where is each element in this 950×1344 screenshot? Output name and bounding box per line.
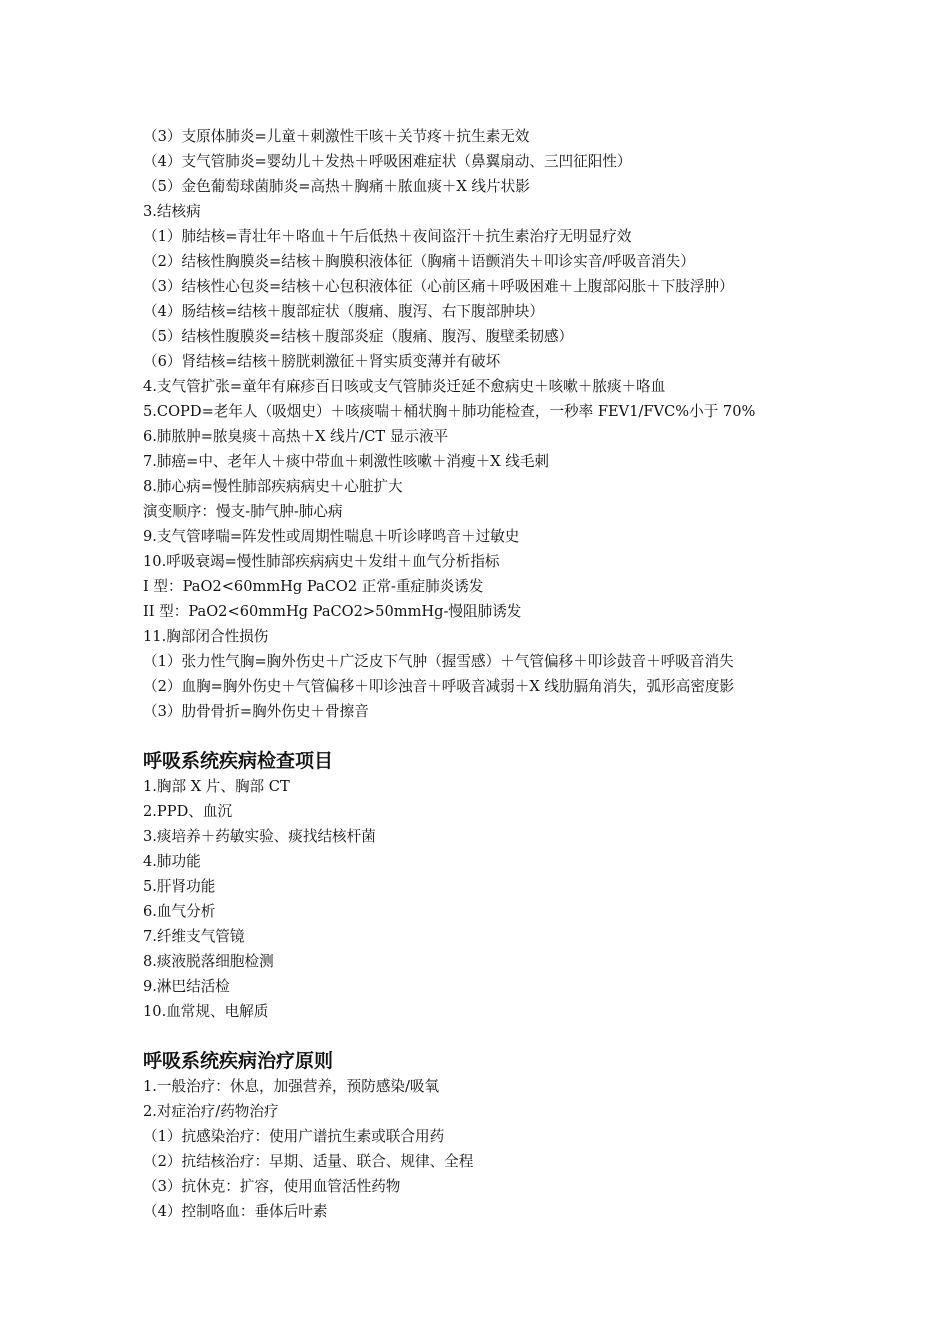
list-item: 1.一般治疗：休息，加强营养，预防感染/吸氧 (143, 1078, 440, 1095)
text-line: （4）支气管肺炎=婴幼儿＋发热＋呼吸困难症状（鼻翼扇动、三凹征阳性） (143, 153, 632, 170)
list-item: 9.淋巴结活检 (143, 978, 230, 995)
text-line: （5）金色葡萄球菌肺炎=高热＋胸痛＋脓血痰＋X 线片状影 (143, 178, 530, 195)
text-line: （2）结核性胸膜炎=结核＋胸膜积液体征（胸痛＋语颤消失＋叩诊实音/呼吸音消失） (143, 253, 695, 270)
section-treatment (143, 1048, 823, 1224)
text-line: （1）张力性气胸=胸外伤史＋广泛皮下气肿（握雪感）＋气管偏移＋叩诊鼓音＋呼吸音消失 (143, 653, 734, 670)
text-line: 8.肺心病=慢性肺部疾病病史＋心脏扩大 (143, 478, 403, 495)
list-item: 2.PPD、血沉 (143, 803, 233, 820)
list-item: 4.肺功能 (143, 853, 201, 870)
section-heading-examinations: 呼吸系统疾病检查项目 (143, 750, 334, 772)
text-line: （5）结核性腹膜炎=结核＋腹部炎症（腹痛、腹泻、腹壁柔韧感） (143, 328, 574, 345)
text-line: （2）血胸=胸外伤史＋气管偏移＋叩诊浊音＋呼吸音减弱＋X 线肋膈角消失，弧形高密度影 (143, 678, 735, 695)
list-item: 1.胸部 X 片、胸部 CT (143, 778, 290, 795)
list-item: （1）抗感染治疗：使用广谱抗生素或联合用药 (143, 1128, 445, 1145)
text-line: 9.支气管哮喘=阵发性或周期性喘息＋听诊哮鸣音＋过敏史 (143, 528, 520, 545)
list-item: 5.肝肾功能 (143, 878, 216, 895)
list-item: 3.痰培养＋药敏实验、痰找结核杆菌 (143, 828, 376, 845)
list-item: 2.对症治疗/药物治疗 (143, 1103, 279, 1120)
text-line: I 型：PaO2<60mmHg PaCO2 正常-重症肺炎诱发 (143, 578, 484, 595)
text-line: （3）结核性心包炎=结核＋心包积液体征（心前区痛＋呼吸困难＋上腹部闷胀＋下肢浮肿） (143, 278, 734, 295)
text-line: 演变顺序：慢支-肺气肿-肺心病 (143, 503, 343, 520)
text-line: 10.呼吸衰竭=慢性肺部疾病病史＋发绀＋血气分析指标 (143, 553, 500, 570)
text-line: II 型：PaO2<60mmHg PaCO2>50mmHg-慢阻肺诱发 (143, 603, 522, 620)
list-item: 7.纤维支气管镜 (143, 928, 245, 945)
text-line: 11.胸部闭合性损伤 (143, 628, 269, 645)
list-item: （2）抗结核治疗：早期、适量、联合、规律、全程 (143, 1153, 474, 1170)
list-item: 8.痰液脱落细胞检测 (143, 953, 274, 970)
text-line: （3）肋骨骨折=胸外伤史＋骨擦音 (143, 703, 369, 720)
list-item: （3）抗休克：扩容，使用血管活性药物 (143, 1178, 401, 1195)
text-line: 5.COPD=老年人（吸烟史）＋咳痰喘＋桶状胸＋肺功能检查，一秒率 FEV1/FVC%小于 70% (143, 403, 756, 420)
text-line: （3）支原体肺炎=儿童＋刺激性干咳＋关节疼＋抗生素无效 (143, 128, 530, 145)
list-item: 10.血常规、电解质 (143, 1003, 269, 1020)
text-line: （6）肾结核=结核＋膀胱刺激征＋肾实质变薄并有破坏 (143, 353, 501, 370)
document-page (143, 124, 823, 1224)
text-line: （4）肠结核=结核＋腹部症状（腹痛、腹泻、右下腹部肿块） (143, 303, 544, 320)
text-line: 6.肺脓肿=脓臭痰＋高热＋X 线片/CT 显示液平 (143, 428, 449, 445)
list-item: （4）控制咯血：垂体后叶素 (143, 1203, 328, 1220)
section-diagnosis-list (143, 124, 823, 724)
text-line: 4.支气管扩张=童年有麻疹百日咳或支气管肺炎迁延不愈病史＋咳嗽＋脓痰＋咯血 (143, 378, 666, 395)
list-item: 6.血气分析 (143, 903, 216, 920)
section-heading-treatment: 呼吸系统疾病治疗原则 (143, 1050, 334, 1072)
text-line: 7.肺癌=中、老年人＋痰中带血＋刺激性咳嗽＋消瘦＋X 线毛刺 (143, 453, 550, 470)
text-line: （1）肺结核=青壮年＋咯血＋午后低热＋夜间盗汗＋抗生素治疗无明显疗效 (143, 228, 632, 245)
text-line: 3.结核病 (143, 203, 201, 220)
section-examinations (143, 748, 823, 1024)
